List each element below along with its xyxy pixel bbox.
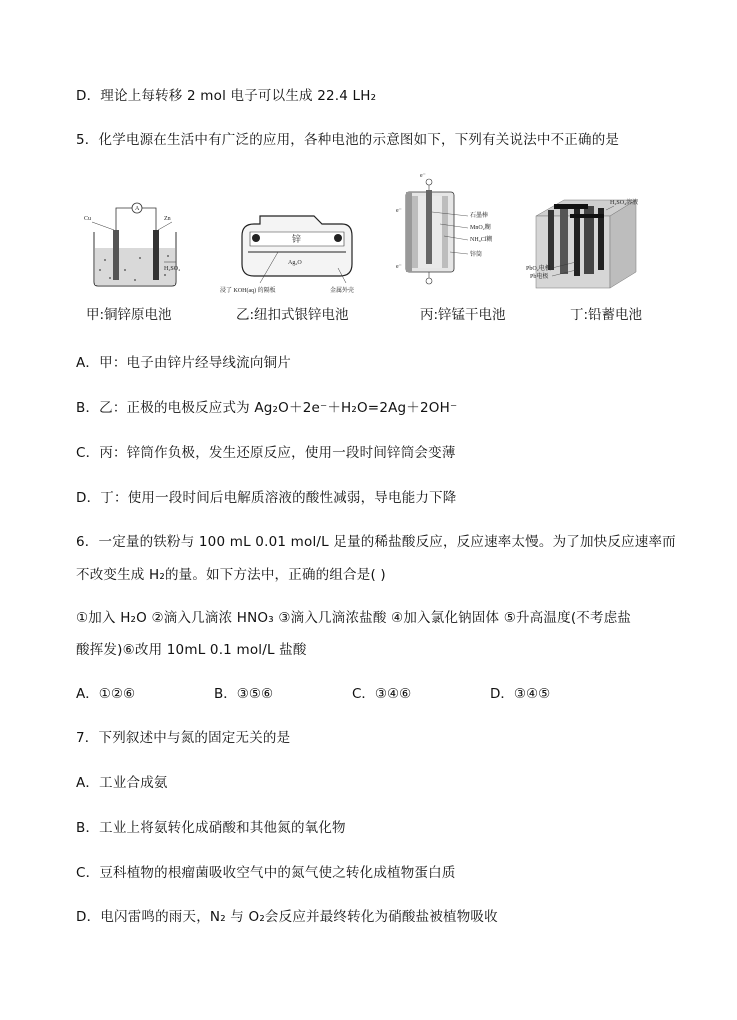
svg-text:浸了 KOH(aq) 的隔板: 浸了 KOH(aq) 的隔板 [220, 288, 276, 294]
svg-text:石墨棒: 石墨棒 [470, 213, 489, 219]
svg-text:e⁻: e⁻ [420, 173, 426, 179]
figure-zinc-manganese-cell [394, 172, 502, 292]
caption-ding: 丁:铅蓄电池 [570, 307, 643, 323]
svg-text:Cu: Cu [84, 216, 92, 222]
question-6-stem-line2: 不改变生成 H₂的量。如下方法中，正确的组合是( ) [76, 567, 386, 583]
q6-option-d: D．③④⑤ [490, 686, 551, 702]
svg-text:MnO₂糊: MnO₂糊 [470, 225, 491, 231]
caption-bing: 丙:锌锰干电池 [420, 307, 506, 323]
q6-option-a: A．①②⑥ [76, 686, 136, 702]
question-6-stem-line1: 6．一定量的铁粉与 100 mL 0.01 mol/L 足量的稀盐酸反应，反应速率太慢。为了加快反应速率而 [76, 534, 676, 550]
q7-option-a: A．工业合成氨 [76, 775, 168, 791]
q5-option-c: C．丙：锌筒作负极，发生还原反应，使用一段时间锌筒会变薄 [76, 445, 456, 461]
q7-option-d: D．电闪雷鸣的雨天，N₂ 与 O₂会反应并最终转化为硝酸盐被植物吸收 [76, 909, 498, 925]
svg-text:Pb电极: Pb电极 [530, 274, 549, 280]
caption-jia: 甲:铜锌原电池 [86, 307, 172, 323]
svg-text:e⁻: e⁻ [396, 208, 402, 214]
figure-button-cell [218, 208, 373, 296]
svg-text:锌筒: 锌筒 [470, 252, 483, 258]
svg-text:金属外壳: 金属外壳 [330, 288, 355, 294]
question-5-stem: 5．化学电源在生活中有广泛的应用，各种电池的示意图如下，下列有关说法中不正确的是 [76, 132, 620, 148]
q6-option-c: C．③④⑥ [352, 686, 412, 702]
figure-lead-acid-cell [524, 190, 644, 294]
svg-text:Ag₂O: Ag₂O [288, 260, 302, 266]
question-6-choices-line1: ①加入 H₂O ②滴入几滴浓 HNO₃ ③滴入几滴浓盐酸 ④加入氯化钠固体 ⑤升高温度(不考虑盐 [76, 610, 632, 626]
svg-text:e⁻: e⁻ [396, 264, 402, 270]
q7-option-b: B．工业上将氨转化成硝酸和其他氮的氧化物 [76, 820, 346, 836]
svg-text:锌: 锌 [292, 235, 302, 245]
q7-option-c: C．豆科植物的根瘤菌吸收空气中的氮气使之转化成植物蛋白质 [76, 865, 456, 881]
q5-option-a: A．甲：电子由锌片经导线流向铜片 [76, 355, 291, 371]
caption-yi: 乙:纽扣式银锌电池 [236, 307, 349, 323]
q6-option-b: B．③⑤⑥ [214, 686, 274, 702]
svg-text:H₂SO₄溶液: H₂SO₄溶液 [610, 200, 639, 206]
q5-option-d: D．丁：使用一段时间后电解质溶液的酸性减弱，导电能力下降 [76, 490, 457, 506]
svg-text:A: A [135, 206, 140, 212]
q4-option-d: D．理论上每转移 2 mol 电子可以生成 22.4 LH₂ [76, 88, 377, 104]
question-6-choices-line2: 酸挥发)⑥改用 10mL 0.1 mol/L 盐酸 [76, 642, 307, 658]
figure-copper-zinc-cell [80, 200, 190, 295]
svg-text:NH₄Cl糊: NH₄Cl糊 [470, 237, 493, 243]
svg-text:H₂SO₄: H₂SO₄ [164, 266, 181, 272]
question-7-stem: 7．下列叙述中与氮的固定无关的是 [76, 730, 291, 746]
svg-text:Zn: Zn [164, 216, 171, 222]
q5-option-b: B．乙：正极的电极反应式为 Ag₂O＋2e⁻＋H₂O=2Ag＋2OH⁻ [76, 400, 458, 416]
svg-text:PbO₂电极: PbO₂电极 [526, 266, 551, 272]
